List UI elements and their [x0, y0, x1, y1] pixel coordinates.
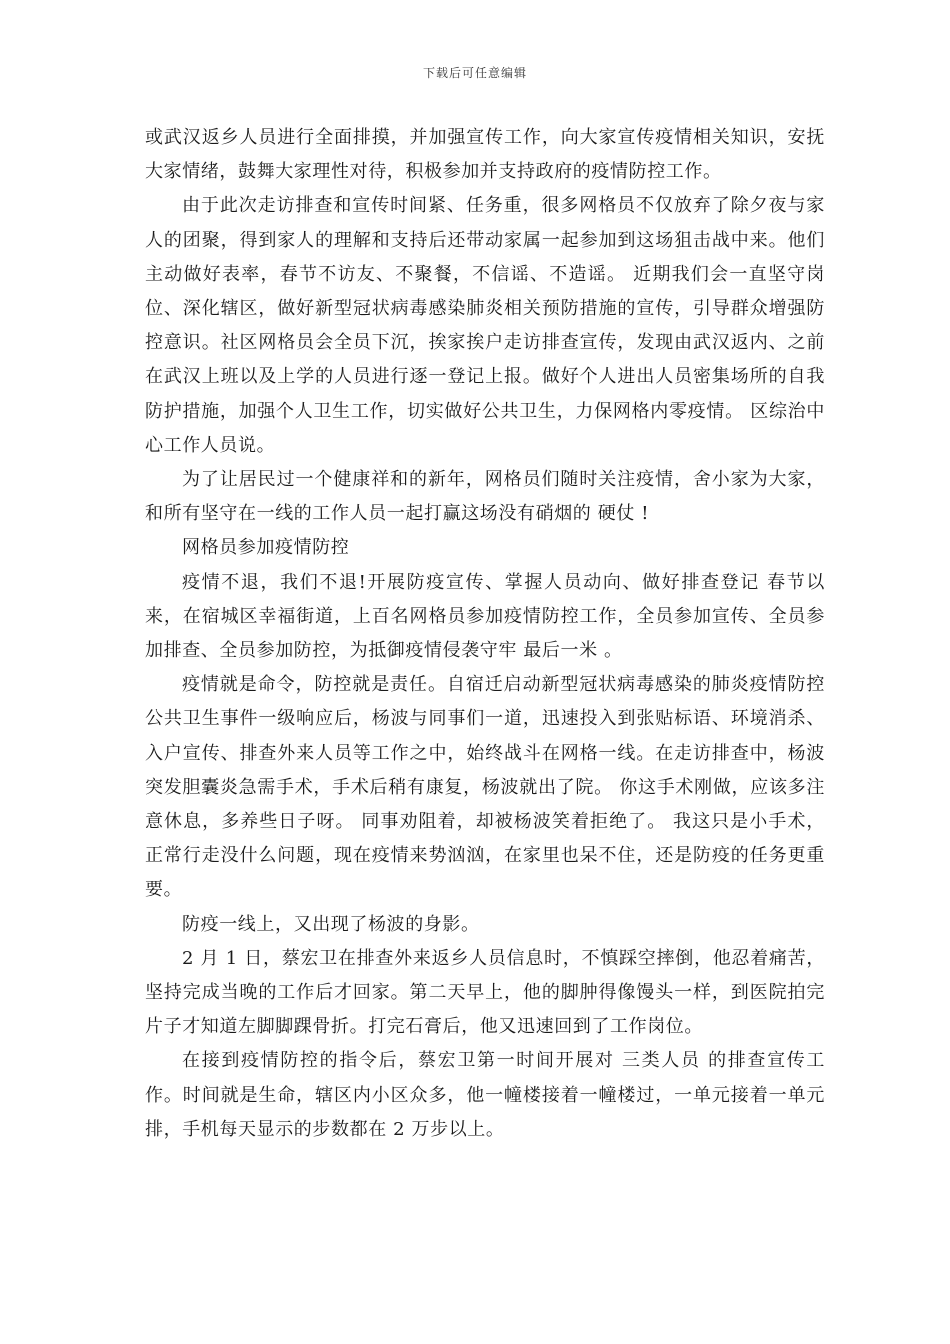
- paragraph: 为了让居民过一个健康祥和的新年，网格员们随时关注疫情，舍小家为大家，和所有坚守在一线的工作人员一起打赢这场没有硝烟的 硬仗 !: [145, 469, 825, 525]
- paragraph: 2 月 1 日，蔡宏卫在排查外来返乡人员信息时，不慎踩空摔倒，他忍着痛苦，坚持完成当晚的工作后才回家。第二天早上，他的脚肿得像馒头一样，到医院拍完片子才知道左脚脚踝骨折。打完石膏后，他又迅速回到了工作岗位。: [145, 947, 825, 1038]
- paragraph: 疫情不退，我们不退!开展防疫宣传、掌握人员动向、做好排查登记 春节以来，在宿城区幸福街道，上百名网格员参加疫情防控工作，全员参加宣传、全员参加排查、全员参加防控，为抵御疫情侵袭守牢 最后一米 。: [145, 571, 825, 662]
- paragraph: 在接到疫情防控的指令后，蔡宏卫第一时间开展对 三类人员 的排查宣传工作。时间就是生命，辖区内小区众多，他一幢楼接着一幢楼过，一单元接着一单元排，手机每天显示的步数都在 2 万步以上。: [145, 1050, 825, 1140]
- paragraph: 疫情就是命令，防控就是责任。自宿迁启动新型冠状病毒感染的肺炎疫情防控公共卫生事件一级响应后，杨波与同事们一道，迅速投入到张贴标语、环境消杀、入户宣传、排查外来人员等工作之中，始终战斗在网格一线。在走访排查中，杨波突发胆囊炎急需手术，手术后稍有康复，杨波就出了院。 你这手术刚做，应该多注意休息，多养些日子呀。 同事劝阻着，却被杨波笑着拒绝了。 我这只是小手术，正常行走没什么问题，现在疫情来势汹汹，在家里也呆不住，还是防疫的任务更重要。: [145, 674, 825, 901]
- section-heading: 网格员参加疫情防控: [182, 537, 350, 559]
- paragraph-continuation: 或武汉返乡人员进行全面排摸，并加强宣传工作，向大家宣传疫情相关知识，安抚大家情绪，鼓舞大家理性对待，积极参加并支持政府的疫情防控工作。: [145, 127, 825, 183]
- paragraph: 防疫一线上，又出现了杨波的身影。: [182, 913, 480, 935]
- page-header-note: 下载后可任意编辑: [422, 66, 527, 80]
- paragraph: 由于此次走访排查和宣传时间紧、任务重，很多网格员不仅放弃了除夕夜与家人的团聚，得到家人的理解和支持后还带动家属一起参加到这场狙击战中来。他们主动做好表率，春节不访友、不聚餐，不信谣、不造谣。 近期我们会一直坚守岗位、深化辖区，做好新型冠状病毒感染肺炎相关预防措施的宣传，引导群众增强防控意识。社区网格员会全员下沉，挨家挨户走访排查宣传，发现由武汉返内、之前在武汉上班以及上学的人员进行逐一登记上报。做好个人进出人员密集场所的自我防护措施，加强个人卫生工作，切实做好公共卫生，力保网格内零疫情。 区综治中心工作人员说。: [145, 195, 825, 456]
- document-body: [145, 121, 825, 1147]
